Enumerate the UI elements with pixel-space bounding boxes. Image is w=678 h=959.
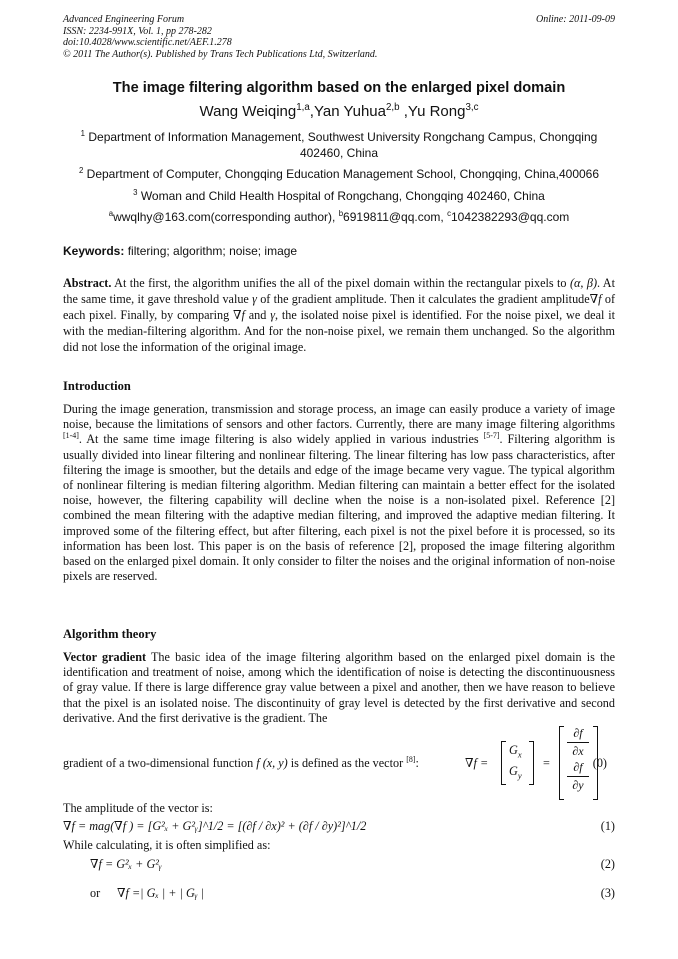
body-text: . Filtering algorithm is usually divided into linear filtering and nonlinear filtering. The linear filtering has low pass characteristics, after filtering the image is smoother, but the details and edge of the image became very vague. The typical algorithm of nonlinear filtering is median filtering algorithm. Median filtering can maintain a better effect for the isolated noise, however, the filtering capability will decline when the noise is a non-isolated pixel. Reference [2] combined the mean filtering with the adaptive median filtering, and improved the adaptive median filtering. It improved some of the filtering effect, but after filtering, each pixel is not the pixel before it is processed, so its information has been lost. This paper is on the basis of reference [2], proposed the image filtering algorithm based on the enlarged pixel domain. It only consider to filter the noises and the original information of non-noise pixels are reserved. bbox=[63, 432, 615, 584]
citation[interactable]: [1-4] bbox=[63, 431, 79, 441]
keywords-text: filtering; algorithm; noise; image bbox=[124, 244, 298, 258]
email-link[interactable]: wwqlhy@163.com(corresponding author), bbox=[113, 210, 339, 224]
equation-number: (3) bbox=[600, 886, 615, 900]
section-heading: Introduction bbox=[63, 379, 131, 393]
matrix-bracket bbox=[501, 741, 506, 785]
body-text: During the image generation, transmission and storage process, an image can easily produce a variety of image noise, because the limitations of sensors and other factors. Currently, there are many image filtering algorithms bbox=[63, 402, 615, 432]
author-sup: 1,a bbox=[296, 102, 310, 113]
email-line bbox=[63, 209, 615, 225]
copyright: © 2011 The Author(s). Published by Trans Tech Publications Ltd, Switzerland. bbox=[63, 48, 378, 60]
math-inline: γ bbox=[252, 292, 257, 306]
equation-2: ∇f = G²ₓ + G²ᵧ bbox=[90, 857, 162, 871]
author-sup: 3,c bbox=[465, 102, 479, 113]
email-link[interactable]: 6919811@qq.com, bbox=[343, 210, 448, 224]
abstract-label: Abstract. bbox=[63, 276, 112, 290]
abstract-text: , the isolated noise pixel is identified. For the noise pixel, we deal it with the median-filtering algorithm. And for the non-noise pixel, we remain them unchanged. So the algorithm did not lose the information of the original image. bbox=[63, 308, 615, 354]
equation-number: (1) bbox=[600, 819, 615, 833]
email-link[interactable]: 1042382293@qq.com bbox=[450, 210, 570, 224]
doi: doi:10.4028/www.scientific.net/AEF.1.278 bbox=[63, 37, 232, 48]
fraction-df-dx: ∂f ∂x bbox=[567, 726, 589, 759]
eq0-lhs: ∇f = bbox=[465, 756, 489, 770]
keywords bbox=[63, 244, 297, 258]
affiliation-1 bbox=[63, 129, 615, 161]
body-text: The basic idea of the image filtering algorithm based on the enlarged pixel domain is the identification and treatment of noise, among which the identification of noise is detecting the discontinuousness of gray value. If there is large difference gray value between a pixel and another, then we have reason to believe that the pixel is an isolated noise. The discontinuity of gray level is detected by the first derivative and second derivative. And the first derivative is the gradient. The bbox=[63, 650, 615, 725]
math-inline: ∇f bbox=[589, 292, 602, 306]
email-sup: c bbox=[447, 209, 451, 218]
affiliation-number: 1 bbox=[80, 129, 86, 138]
paper-title: The image filtering algorithm based on the enlarged pixel domain bbox=[112, 80, 566, 96]
body-text: . At the same time image filtering is also widely applied in various industries bbox=[78, 432, 484, 447]
matrix-entry-gx: $G_x$ bbox=[509, 743, 522, 760]
amplitude-text: The amplitude of the vector is: bbox=[63, 801, 213, 815]
online-date: Online: 2011-09-09 bbox=[536, 14, 615, 25]
email-sup: b bbox=[338, 209, 344, 218]
body-text: gradient of a two-dimensional function bbox=[63, 756, 257, 770]
equation-1: ∇f = mag(∇f ) = [G²ₓ + G²ᵧ]^1/2 = [(∂f / ∂x)² + (∂f / ∂y)²]^1/2 bbox=[63, 819, 367, 833]
keywords-label: Keywords: bbox=[63, 244, 125, 258]
simplified-text: While calculating, it is often simplified as: bbox=[63, 838, 271, 852]
affiliation-text: Department of Computer, Chongqing Education Management School, Chongqing, China,400066 bbox=[86, 167, 600, 181]
affiliation-number: 2 bbox=[78, 166, 84, 175]
abstract-text: of the gradient amplitude. Then it calculates the gradient amplitude bbox=[256, 292, 590, 306]
abstract-text: . At the same time, it gave threshold value bbox=[63, 276, 615, 306]
abstract bbox=[63, 275, 615, 355]
math-inline: (α, β) bbox=[569, 276, 598, 290]
email-sup: a bbox=[108, 209, 114, 218]
author-name: Yan Yuhua bbox=[313, 103, 386, 120]
equation-1-row bbox=[63, 819, 615, 834]
math-inline: γ bbox=[270, 308, 276, 322]
matrix-entry-gy: $G_y$ bbox=[509, 764, 522, 781]
introduction-body bbox=[63, 402, 615, 584]
author-name: Yu Rong bbox=[407, 103, 466, 120]
math-inline: ∇f bbox=[233, 308, 245, 322]
issn: ISSN: 2234-991X, Vol. 1, pp 278-282 bbox=[63, 25, 212, 37]
citation[interactable]: [8] bbox=[406, 754, 416, 764]
matrix-bracket bbox=[529, 741, 534, 785]
body-text: is defined as the vector bbox=[287, 756, 407, 770]
equation-0-row bbox=[63, 726, 615, 806]
eq0-equals: = bbox=[543, 756, 550, 770]
citation[interactable]: [5-7] bbox=[483, 431, 500, 441]
equation-3: ∇f =| Gₓ | + | Gᵧ | bbox=[117, 886, 204, 900]
affiliation-number: 3 bbox=[133, 188, 138, 197]
journal-name: Advanced Engineering Forum bbox=[63, 14, 185, 25]
affiliation-2 bbox=[63, 166, 615, 182]
equation-number: (0) bbox=[592, 756, 607, 770]
body-text: : bbox=[415, 756, 419, 770]
authors-line: Wang Weiqing$^{1,a}$,Yan Yuhua$^{2,b}$ ,Yu Rong$^{3,c}$ bbox=[199, 102, 479, 120]
gradient-definition-text bbox=[63, 756, 419, 771]
abstract-text: of each pixel. Finally, by comparing bbox=[63, 292, 616, 322]
section-heading: Algorithm theory bbox=[63, 627, 157, 641]
subsection-label: Vector gradient bbox=[63, 650, 147, 664]
affiliation-text: Woman and Child Health Hospital of Rongchang, Chongqing 402460, China bbox=[140, 189, 545, 203]
abstract-text: and bbox=[244, 308, 271, 322]
journal-header bbox=[63, 14, 615, 60]
math-inline: f (x, y) bbox=[256, 756, 288, 770]
abstract-text: At the first, the algorithm unifies the all of the pixel domain within the rectangular pixels to bbox=[111, 276, 570, 290]
equation-number: (2) bbox=[600, 857, 615, 871]
author-name: Wang Weiqing bbox=[199, 103, 297, 120]
affiliation-text: Department of Information Management, Southwest University Rongchang Campus, Chongqing 402460, China bbox=[88, 130, 598, 160]
matrix-bracket bbox=[559, 726, 564, 800]
vector-gradient-paragraph bbox=[63, 650, 615, 726]
author-sup: 2,b bbox=[386, 102, 400, 113]
fraction-df-dy: ∂f ∂y bbox=[567, 760, 589, 793]
or-text: or bbox=[90, 886, 101, 900]
affiliation-3 bbox=[63, 188, 615, 204]
